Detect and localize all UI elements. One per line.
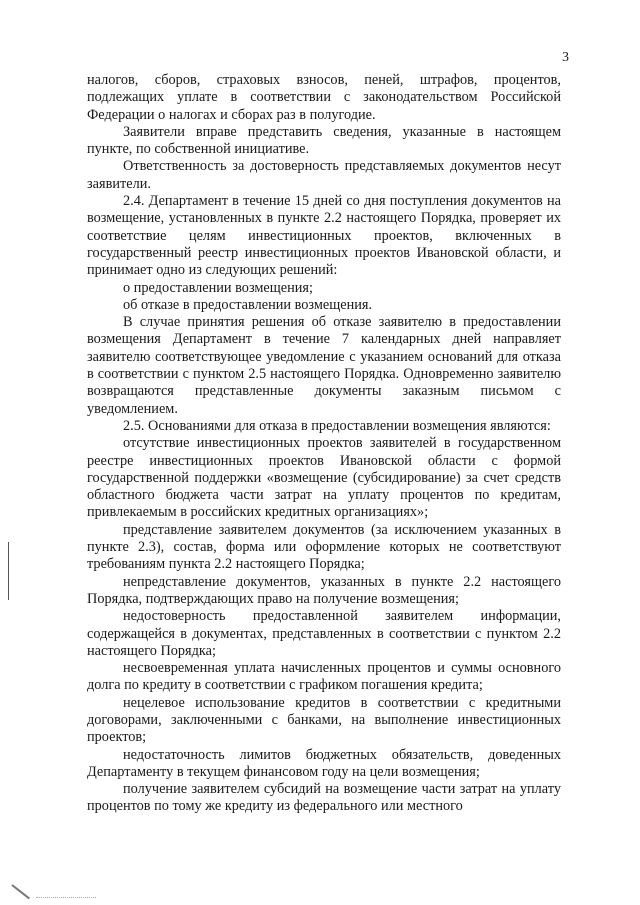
paragraph-ground-no-project: отсутствие инвестиционных проектов заявителей в государственном реестре инвестиционных проектов Ивановской области с формой государственной поддержки «возмещение (субсидирование) за счет средств областного бюджета части затрат на уплату процентов по кредитам, привлекаемым в российских кредитных организациях»;	[87, 435, 561, 521]
paragraph-ground-misuse: нецелевое использование кредитов в соответствии с кредитными договорами, заключенными с банками, на выполнение инвестиционных проектов;	[87, 694, 561, 746]
paragraph-responsibility: Ответственность за достоверность представляемых документов несут заявители.	[87, 158, 561, 192]
paragraph-ground-false-info: недостоверность предоставленной заявителем информации, содержащейся в документах, представленных в соответствии с пунктом 2.2 настоящего Порядка;	[87, 608, 561, 659]
paragraph-ground-late-payment: несвоевременная уплата начисленных процентов и суммы основного долга по кредиту в соответствии с графиком погашения кредита;	[87, 660, 561, 694]
paragraph-continuation: налогов, сборов, страховых взносов, пеней, штрафов, процентов, подлежащих уплате в соответствии с законодательством Российской Федерации о налогах и сборах раз в полугодие.	[87, 72, 561, 123]
paragraph-2-4: 2.4. Департамент в течение 15 дней со дня поступления документов на возмещение, установленных в пункте 2.2 настоящего Порядка, проверяет их соответствие целям инвестиционных проектов, включенных в государственный реестр инвестиционных проектов Ивановской области, и принимает одно из следующих решений:	[87, 193, 561, 279]
document-body	[87, 72, 561, 816]
scan-margin-mark	[8, 542, 9, 600]
paragraph-2-5: 2.5. Основаниями для отказа в предоставлении возмещения являются:	[123, 417, 551, 434]
scan-corner-dots	[36, 897, 96, 899]
paragraph-ground-wrong-docs: представление заявителем документов (за исключением указанных в пункте 2.3), состав, форма или оформление которых не соответствуют требованиям пункта 2.2 настоящего Порядка;	[87, 521, 561, 573]
paragraph-ground-missing-docs: непредставление документов, указанных в пункте 2.2 настоящего Порядка, подтверждающих право на получение возмещения;	[87, 573, 561, 607]
paragraph-voluntary-info: Заявители вправе представить сведения, указанные в настоящем пункте, по собственной инициативе.	[87, 123, 561, 158]
paragraph-ground-limits: недостаточность лимитов бюджетных обязательств, доведенных Департаменту в текущем финансовом году на цели возмещения;	[87, 746, 561, 780]
page-number: 3	[562, 50, 569, 65]
paragraph-decision-grant: о предоставлении возмещения;	[123, 279, 313, 296]
paragraph-refusal-notice: В случае принятия решения об отказе заявителю в предоставлении возмещения Департамент в течение 7 календарных дней направляет заявителю соответствующее уведомление с указанием оснований для отказа в соответствии с пунктом 2.5 настоящего Порядка. Одновременно заявителю возвращаются представленные документы заказным письмом с уведомлением.	[87, 314, 561, 417]
scan-corner-mark	[11, 884, 30, 899]
paragraph-ground-subsidies: получение заявителем субсидий на возмещение части затрат на уплату процентов по тому же кредиту из федерального или местного	[87, 781, 561, 815]
paragraph-decision-refuse: об отказе в предоставлении возмещения.	[123, 296, 373, 313]
